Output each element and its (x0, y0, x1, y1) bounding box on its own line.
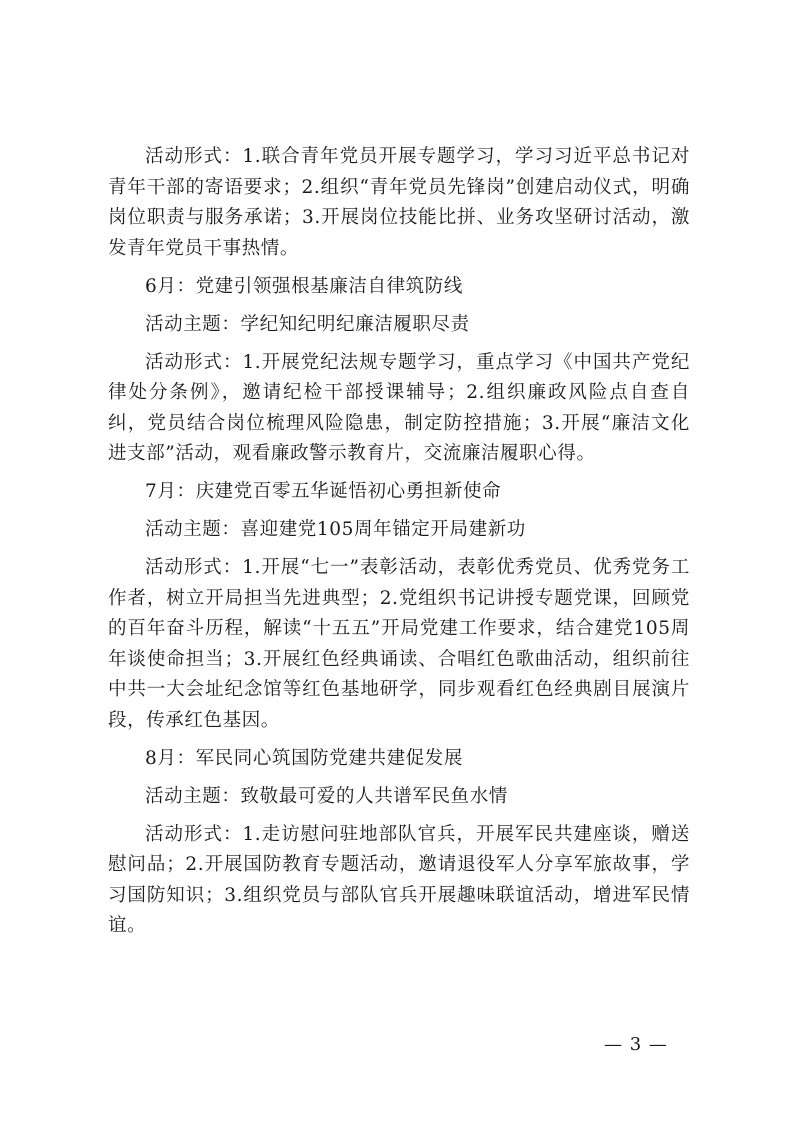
august-activity-form: 活动形式：1.走访慰问驻地部队官兵，开展军民共建座谈，赠送慰问品；2.开展国防教育专题活动，邀请退役军人分享军旅故事，学习国防知识；3.组织党员与部队官兵开展趣味联谊活动，增进军民情谊。 (108, 823, 690, 936)
heading-june: 6月：党建引领强根基廉洁自律筑防线 (145, 275, 463, 297)
page-number: — 3 — (604, 1034, 668, 1055)
july-activity-theme: 活动主题：喜迎建党105周年锚定开局建新功 (145, 519, 526, 540)
july-activity-form: 活动形式：1.开展“七一”表彰活动，表彰优秀党员、优秀党务工作者，树立开局担当先进典型；2.党组织书记讲授专题党课，回顾党的百年奋斗历程，解读“十五五”开局党建工作要求，结合建党105周年谈使命担当；3.开展红色经典诵读、合唱红色歌曲活动，组织前往中共一大会址纪念馆等红色基地研学，同步观看红色经典剧目展演片段，传承红色基因。 (108, 557, 690, 731)
paragraph-may-activity-form: 活动形式：1.联合青年党员开展专题学习，学习习近平总书记对青年干部的寄语要求；2.组织“青年党员先锋岗”创建启动仪式，明确岗位职责与服务承诺；3.开展岗位技能比拼、业务攻坚研讨活动，激发青年党员干事热情。 (108, 146, 690, 259)
heading-july: 7月：庆建党百零五华诞悟初心勇担新使命 (145, 481, 502, 502)
body-text (108, 142, 690, 949)
june-activity-theme: 活动主题：学纪知纪明纪廉洁履职尽责 (145, 313, 470, 335)
june-activity-form: 活动形式：1.开展党纪法规专题学习，重点学习《中国共产党纪律处分条例》，邀请纪检干部授课辅导；2.组织廉政风险点自查自纠，党员结合岗位梳理风险隐患，制定防控措施；3.开展“廉洁文化进支部”活动，观看廉政警示教育片，交流廉洁履职心得。 (108, 351, 690, 464)
heading-august: 8月：军民同心筑国防党建共建促发展 (145, 747, 463, 769)
august-activity-theme: 活动主题：致敬最可爱的人共谱军民鱼水情 (145, 785, 508, 807)
